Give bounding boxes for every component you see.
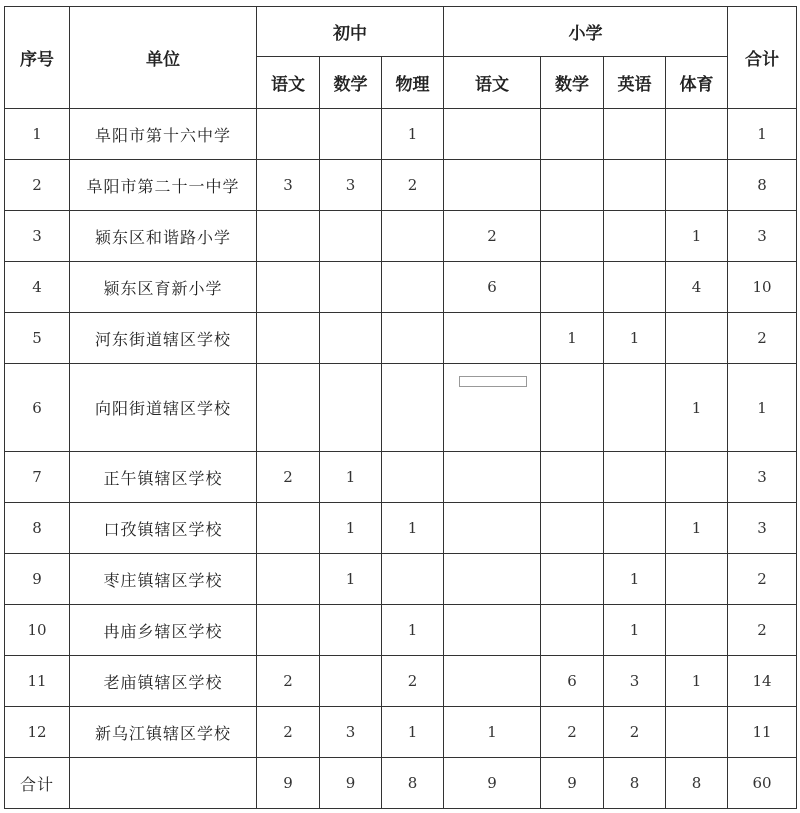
header-primary-math: 数学 [541, 57, 604, 109]
row-p-english: 1 [604, 313, 666, 364]
row-p-math [541, 452, 604, 503]
row-m-physics: 1 [382, 109, 444, 160]
row-p-math [541, 364, 604, 452]
row-m-math [320, 262, 382, 313]
row-m-chinese: 2 [257, 452, 320, 503]
row-m-physics: 1 [382, 503, 444, 554]
row-m-math [320, 364, 382, 452]
table-row [5, 364, 797, 452]
row-m-math [320, 605, 382, 656]
row-seq: 2 [5, 160, 70, 211]
table-row [5, 503, 797, 554]
row-p-chinese [444, 554, 541, 605]
row-seq: 7 [5, 452, 70, 503]
row-total: 3 [728, 452, 797, 503]
row-m-math [320, 656, 382, 707]
row-p-english: 1 [604, 605, 666, 656]
row-m-physics [382, 211, 444, 262]
row-p-math: 1 [541, 313, 604, 364]
row-p-english [604, 160, 666, 211]
row-total: 11 [728, 707, 797, 758]
row-p-chinese: 1 [444, 707, 541, 758]
table-body [5, 109, 797, 809]
row-total: 2 [728, 605, 797, 656]
summary-p-english: 8 [604, 758, 666, 809]
row-seq: 12 [5, 707, 70, 758]
row-p-chinese: 6 [444, 262, 541, 313]
table-row [5, 313, 797, 364]
row-unit: 阜阳市第二十一中学 [70, 160, 257, 211]
row-m-math [320, 211, 382, 262]
row-total: 3 [728, 211, 797, 262]
row-m-chinese: 3 [257, 160, 320, 211]
summary-p-pe: 8 [666, 758, 728, 809]
row-m-math: 3 [320, 707, 382, 758]
header-total: 合计 [728, 7, 797, 109]
row-p-math [541, 503, 604, 554]
row-p-pe [666, 605, 728, 656]
header-seq: 序号 [5, 7, 70, 109]
row-m-chinese [257, 211, 320, 262]
row-p-math: 2 [541, 707, 604, 758]
row-p-math [541, 211, 604, 262]
row-m-math: 3 [320, 160, 382, 211]
row-p-pe [666, 160, 728, 211]
recruitment-table [4, 6, 797, 809]
row-m-physics [382, 313, 444, 364]
row-p-chinese [444, 503, 541, 554]
row-seq: 3 [5, 211, 70, 262]
row-m-chinese [257, 262, 320, 313]
header-middle-physics: 物理 [382, 57, 444, 109]
row-p-chinese [444, 160, 541, 211]
table-row [5, 605, 797, 656]
summary-m-chinese: 9 [257, 758, 320, 809]
row-p-math [541, 605, 604, 656]
summary-row [5, 758, 797, 809]
row-seq: 5 [5, 313, 70, 364]
row-unit: 阜阳市第十六中学 [70, 109, 257, 160]
row-seq: 10 [5, 605, 70, 656]
row-p-chinese [444, 605, 541, 656]
row-p-pe [666, 452, 728, 503]
header-middle-chinese: 语文 [257, 57, 320, 109]
summary-m-physics: 8 [382, 758, 444, 809]
header-primary-pe: 体育 [666, 57, 728, 109]
row-p-english: 3 [604, 656, 666, 707]
summary-p-chinese: 9 [444, 758, 541, 809]
row-m-physics: 1 [382, 605, 444, 656]
row-m-chinese [257, 109, 320, 160]
row-p-english [604, 262, 666, 313]
table-row [5, 656, 797, 707]
header-primary-english: 英语 [604, 57, 666, 109]
row-m-physics: 2 [382, 160, 444, 211]
row-p-chinese [444, 109, 541, 160]
row-m-math [320, 313, 382, 364]
row-seq: 9 [5, 554, 70, 605]
row-p-english [604, 211, 666, 262]
row-m-chinese [257, 554, 320, 605]
header-unit: 单位 [70, 7, 257, 109]
row-p-english [604, 452, 666, 503]
row-m-chinese: 2 [257, 656, 320, 707]
row-total: 2 [728, 554, 797, 605]
table-row [5, 109, 797, 160]
row-unit: 颍东区育新小学 [70, 262, 257, 313]
row-m-chinese [257, 605, 320, 656]
row-total: 14 [728, 656, 797, 707]
row-m-chinese: 2 [257, 707, 320, 758]
row-m-chinese [257, 503, 320, 554]
row-total: 8 [728, 160, 797, 211]
row-m-physics: 1 [382, 707, 444, 758]
table-row [5, 452, 797, 503]
row-m-physics [382, 364, 444, 452]
row-p-chinese [444, 656, 541, 707]
row-m-math: 1 [320, 503, 382, 554]
table-row [5, 707, 797, 758]
row-unit: 向阳街道辖区学校 [70, 364, 257, 452]
row-seq: 6 [5, 364, 70, 452]
row-p-english [604, 503, 666, 554]
row-m-chinese [257, 364, 320, 452]
row-p-pe [666, 707, 728, 758]
row-seq: 4 [5, 262, 70, 313]
summary-total: 60 [728, 758, 797, 809]
header-primary-school: 小学 [444, 7, 728, 57]
row-p-math [541, 262, 604, 313]
row-p-math [541, 160, 604, 211]
row-m-math: 1 [320, 554, 382, 605]
row-p-chinese [444, 452, 541, 503]
row-unit: 正午镇辖区学校 [70, 452, 257, 503]
row-p-pe: 4 [666, 262, 728, 313]
row-m-physics [382, 262, 444, 313]
row-p-pe: 1 [666, 503, 728, 554]
row-p-english: 1 [604, 554, 666, 605]
row-m-physics [382, 452, 444, 503]
row-p-pe: 1 [666, 656, 728, 707]
row-m-math: 1 [320, 452, 382, 503]
table-row [5, 554, 797, 605]
row-p-math: 6 [541, 656, 604, 707]
row-m-chinese [257, 313, 320, 364]
row-unit: 新乌江镇辖区学校 [70, 707, 257, 758]
summary-label: 合计 [5, 758, 70, 809]
row-unit: 冉庙乡辖区学校 [70, 605, 257, 656]
row-unit: 河东街道辖区学校 [70, 313, 257, 364]
header-middle-school: 初中 [257, 7, 444, 57]
header-primary-chinese: 语文 [444, 57, 541, 109]
summary-m-math: 9 [320, 758, 382, 809]
row-p-english: 2 [604, 707, 666, 758]
row-p-english [604, 364, 666, 452]
row-p-pe [666, 109, 728, 160]
row-p-pe [666, 313, 728, 364]
row-p-pe: 1 [666, 211, 728, 262]
row-p-english [604, 109, 666, 160]
row-total: 10 [728, 262, 797, 313]
row-p-chinese [444, 313, 541, 364]
row-total: 1 [728, 109, 797, 160]
row-seq: 1 [5, 109, 70, 160]
row-p-math [541, 109, 604, 160]
row-total: 1 [728, 364, 797, 452]
row-total: 2 [728, 313, 797, 364]
table-row [5, 160, 797, 211]
row-m-math [320, 109, 382, 160]
row-seq: 8 [5, 503, 70, 554]
row-seq: 11 [5, 656, 70, 707]
summary-unit [70, 758, 257, 809]
row-p-pe: 1 [666, 364, 728, 452]
table-row [5, 262, 797, 313]
empty-field-box [459, 376, 527, 387]
row-total: 3 [728, 503, 797, 554]
row-p-math [541, 554, 604, 605]
row-unit: 老庙镇辖区学校 [70, 656, 257, 707]
row-m-physics: 2 [382, 656, 444, 707]
summary-p-math: 9 [541, 758, 604, 809]
row-p-chinese: 2 [444, 211, 541, 262]
table-row [5, 211, 797, 262]
row-m-physics [382, 554, 444, 605]
row-unit: 颍东区和谐路小学 [70, 211, 257, 262]
row-unit: 口孜镇辖区学校 [70, 503, 257, 554]
header-middle-math: 数学 [320, 57, 382, 109]
row-unit: 枣庄镇辖区学校 [70, 554, 257, 605]
row-p-pe [666, 554, 728, 605]
